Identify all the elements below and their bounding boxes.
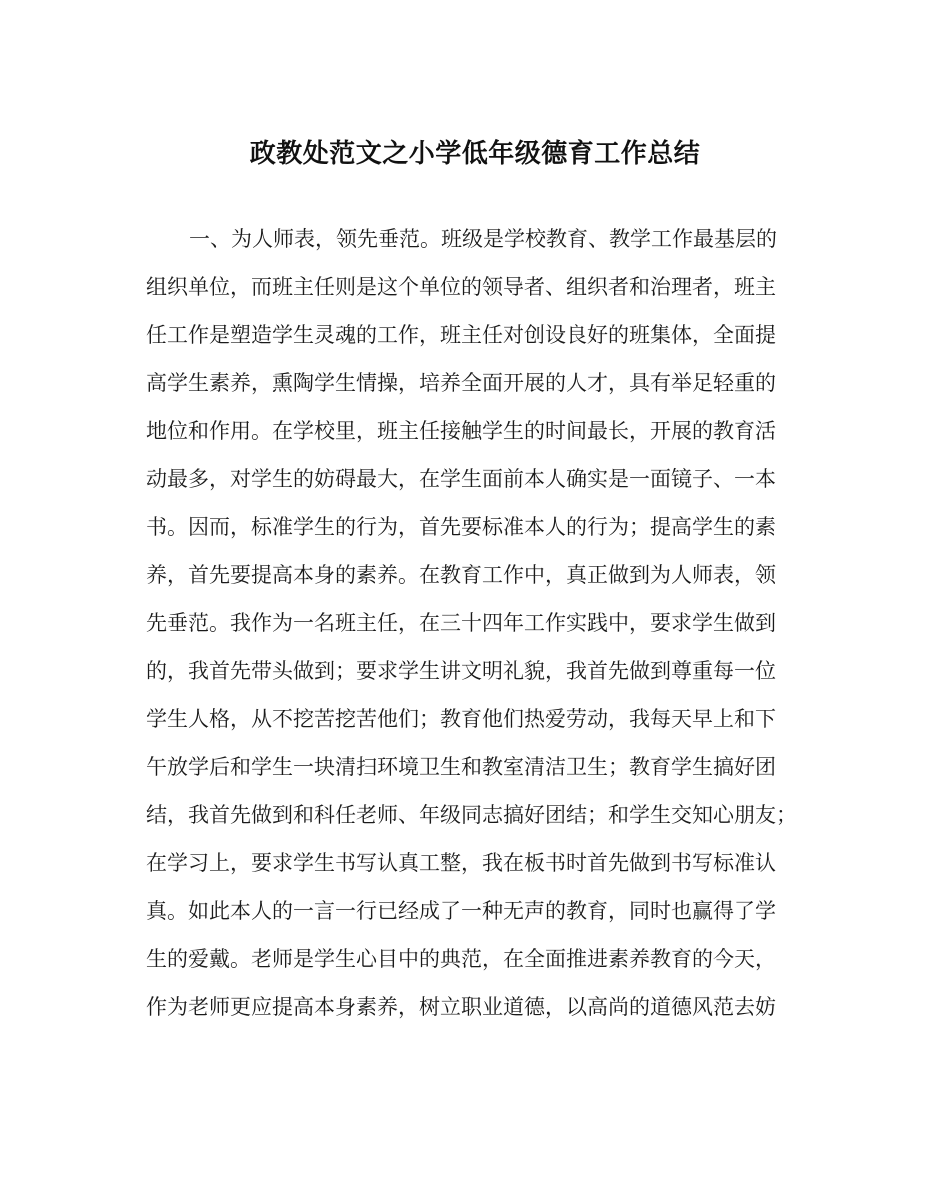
body-line: 生的爱戴。老师是学生心目中的典范，在全面推进素养教育的今天，	[146, 947, 776, 971]
body-line: 真。如此本人的一言一行已经成了一种无声的教育，同时也赢得了学	[146, 899, 776, 923]
body-line: 结，我首先做到和科任老师、年级同志搞好团结；和学生交知心朋友；	[146, 803, 797, 827]
document-title: 政教处范文之小学低年级德育工作总结	[249, 139, 701, 169]
body-line: 任工作是塑造学生灵魂的工作，班主任对创设良好的班集体，全面提	[146, 323, 776, 347]
body-line: 的，我首先带头做到；要求学生讲文明礼貌，我首先做到尊重每一位	[146, 659, 776, 683]
body-line: 先垂范。我作为一名班主任，在三十四年工作实践中，要求学生做到	[146, 611, 776, 635]
body-line: 组织单位，而班主任则是这个单位的领导者、组织者和治理者，班主	[146, 275, 776, 299]
body-line: 动最多，对学生的妨碍最大，在学生面前本人确实是一面镜子、一本	[146, 467, 776, 491]
body-line: 午放学后和学生一块清扫环境卫生和教室清洁卫生；教育学生搞好团	[146, 755, 776, 779]
body-line: 地位和作用。在学校里，班主任接触学生的时间最长，开展的教育活	[146, 419, 776, 443]
body-line: 学生人格，从不挖苦挖苦他们；教育他们热爱劳动，我每天早上和下	[146, 707, 776, 731]
body-line: 书。因而，标准学生的行为，首先要标准本人的行为；提高学生的素	[146, 515, 776, 539]
body-line: 作为老师更应提高本身素养，树立职业道德，以高尚的道德风范去妨	[146, 995, 776, 1019]
body-line: 养，首先要提高本身的素养。在教育工作中，真正做到为人师表，领	[146, 563, 776, 587]
document-body	[146, 222, 810, 1038]
body-line: 在学习上，要求学生书写认真工整，我在板书时首先做到书写标准认	[146, 851, 776, 875]
body-line: 一、为人师表，领先垂范。班级是学校教育、教学工作最基层的	[189, 227, 777, 251]
body-line: 高学生素养，熏陶学生情操，培养全面开展的人才，具有举足轻重的	[146, 371, 776, 395]
